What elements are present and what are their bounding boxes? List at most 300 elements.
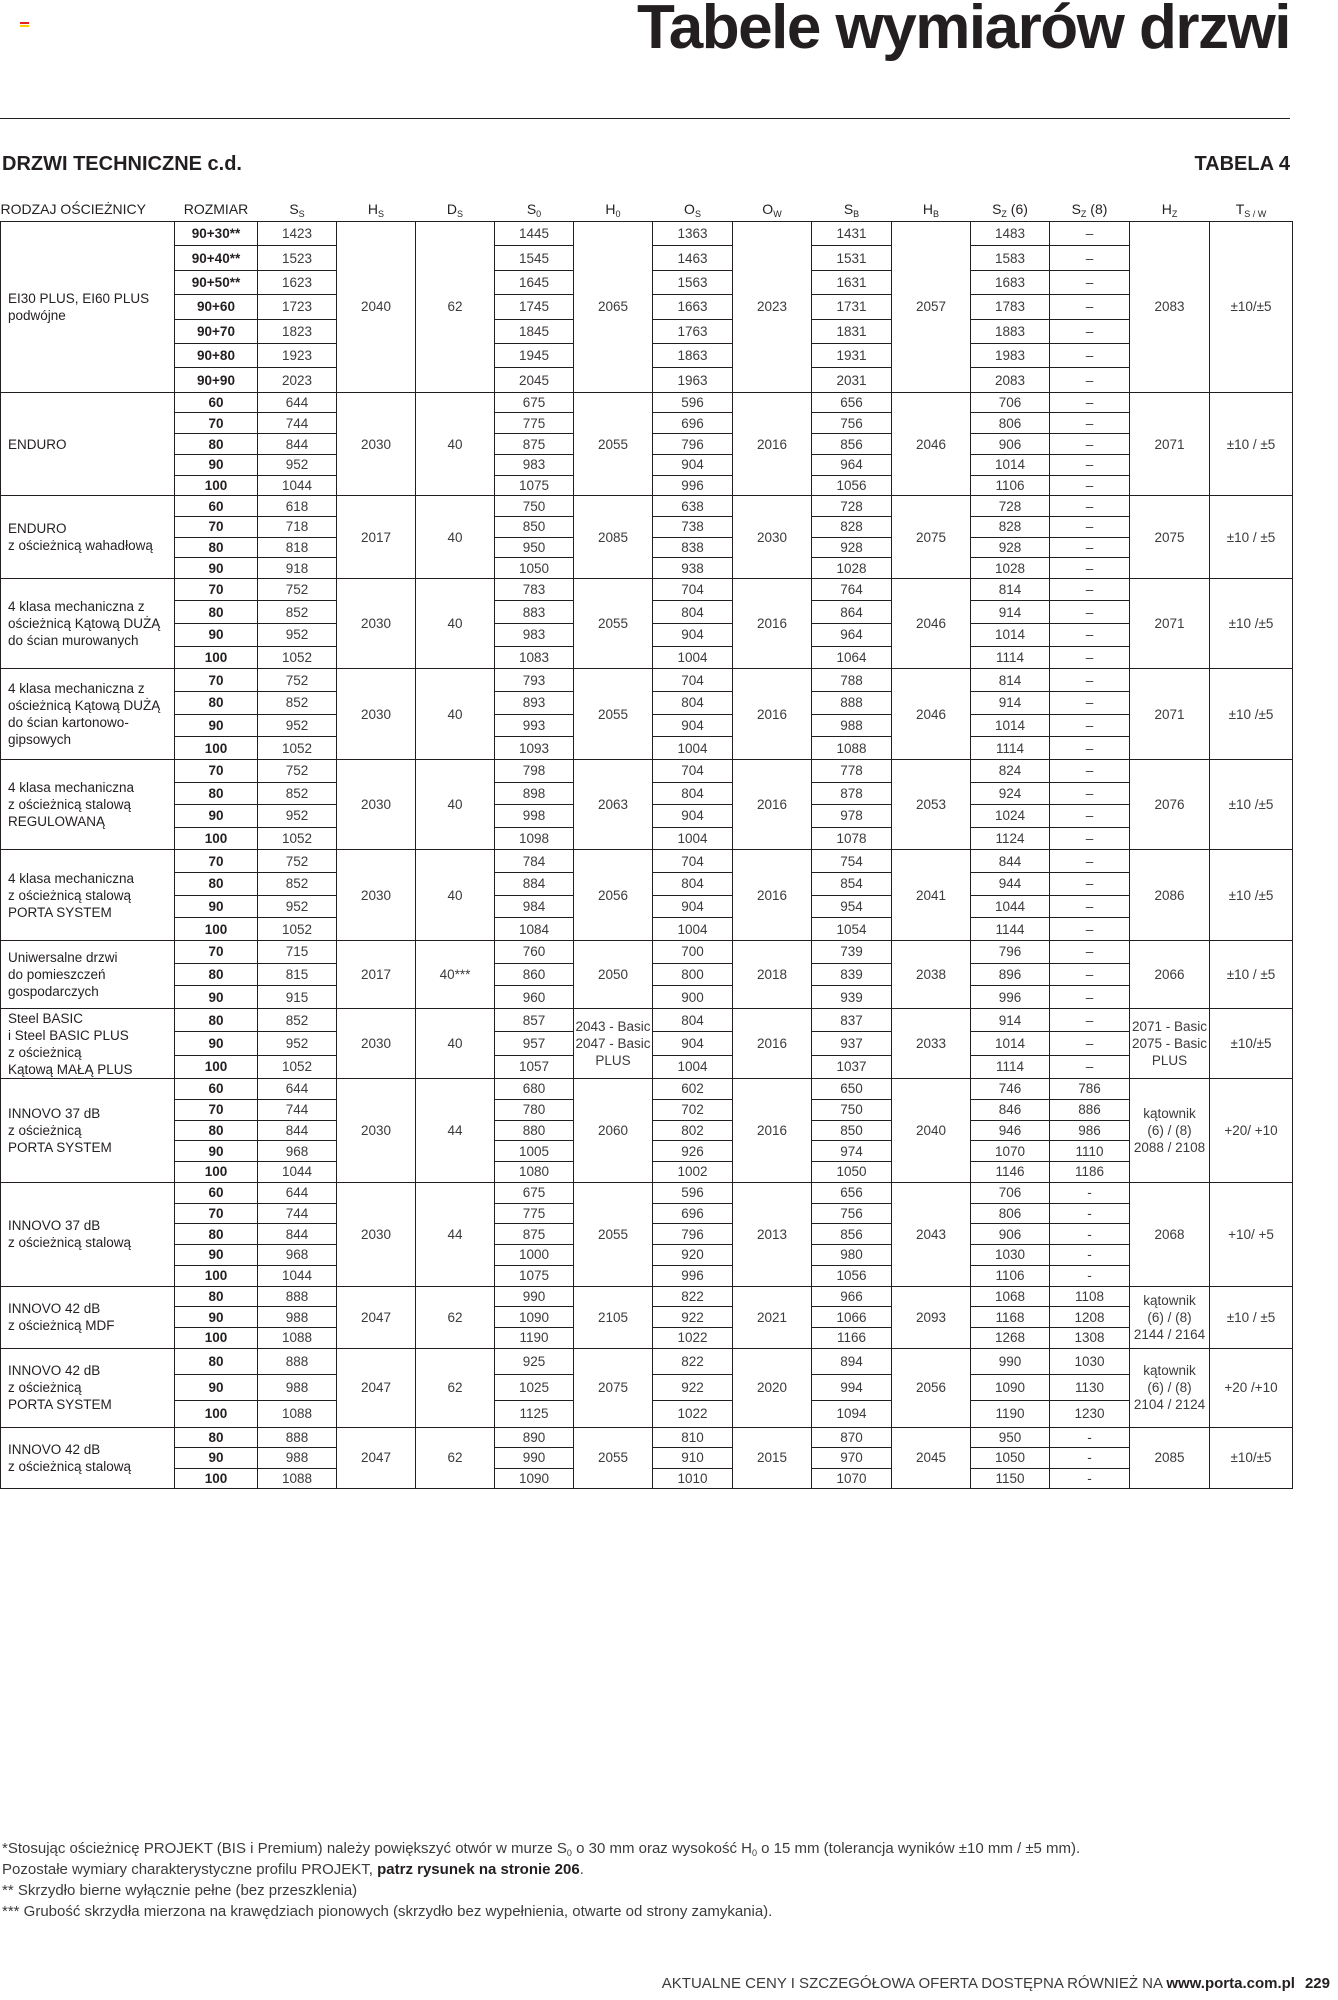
value-cell: 744	[258, 1203, 337, 1224]
merged-value-cell: kątownik (6) / (8) 2104 / 2124	[1130, 1348, 1210, 1427]
frame-type-cell: 4 klasa mechaniczna z ościeżnicą stalową PORTA SYSTEM	[1, 850, 175, 941]
footnotes	[2, 1838, 1080, 1922]
value-cell: 638	[653, 496, 733, 517]
value-cell: –	[1050, 368, 1130, 392]
value-cell: 2045	[495, 368, 574, 392]
section-title: DRZWI TECHNICZNE c.d.	[2, 153, 242, 175]
merged-value-cell: ±10 /±5	[1210, 850, 1293, 941]
value-cell: 644	[258, 1182, 337, 1203]
merged-value-cell: 2063	[574, 759, 653, 849]
merged-value-cell: 2066	[1130, 941, 1210, 1009]
value-cell: 1445	[495, 222, 574, 246]
merged-value-cell: 2013	[733, 1182, 812, 1286]
value-cell: 796	[653, 434, 733, 455]
value-cell: 1931	[812, 343, 892, 367]
value-cell: 852	[258, 782, 337, 805]
value-cell: 900	[653, 986, 733, 1009]
value-cell: 804	[653, 691, 733, 714]
merged-value-cell: 2085	[574, 496, 653, 578]
size-cell: 90+30**	[175, 222, 258, 246]
merged-value-cell: 2045	[892, 1427, 971, 1489]
size-cell: 100	[175, 1328, 258, 1349]
merged-value-cell: 2021	[733, 1286, 812, 1348]
value-cell: 937	[812, 1032, 892, 1055]
value-cell: 960	[495, 986, 574, 1009]
merged-value-cell: 2047	[337, 1348, 416, 1427]
value-cell: 1166	[812, 1328, 892, 1349]
value-cell: –	[1050, 517, 1130, 538]
value-cell: 890	[495, 1427, 574, 1448]
size-cell: 90	[175, 454, 258, 475]
merged-value-cell: 2055	[574, 392, 653, 496]
value-cell: 837	[812, 1009, 892, 1032]
value-cell: 1745	[495, 295, 574, 319]
value-cell: 796	[971, 941, 1050, 964]
value-cell: 1106	[971, 1265, 1050, 1286]
value-cell: 914	[971, 691, 1050, 714]
merged-value-cell: 2047	[337, 1286, 416, 1348]
footnote-profile: Pozostałe wymiary charakterystyczne profilu PROJEKT, patrz rysunek na stronie 206.	[2, 1861, 584, 1878]
value-cell: 1004	[653, 737, 733, 760]
value-cell: 1004	[653, 918, 733, 941]
value-cell: 752	[258, 850, 337, 873]
frame-type-cell: INNOVO 42 dB z ościeżnicą PORTA SYSTEM	[1, 1348, 175, 1427]
frame-type-cell: INNOVO 42 dB z ościeżnicą stalową	[1, 1427, 175, 1489]
merged-value-cell: 2040	[337, 222, 416, 393]
value-cell: 1028	[812, 558, 892, 579]
size-cell: 100	[175, 1265, 258, 1286]
value-cell: 904	[653, 805, 733, 828]
table-row	[1, 1079, 1293, 1100]
value-cell: 1088	[812, 737, 892, 760]
value-cell: 752	[258, 669, 337, 692]
size-cell: 90	[175, 805, 258, 828]
value-cell: –	[1050, 646, 1130, 669]
value-cell: 996	[971, 986, 1050, 1009]
table-label: TABELA 4	[1194, 153, 1290, 175]
value-cell: 706	[971, 392, 1050, 413]
size-cell: 90	[175, 1032, 258, 1055]
value-cell: 1000	[495, 1245, 574, 1266]
value-cell: –	[1050, 737, 1130, 760]
value-cell: 704	[653, 759, 733, 782]
merged-value-cell: ±10 / ±5	[1210, 941, 1293, 1009]
value-cell: 1963	[653, 368, 733, 392]
value-cell: 1731	[812, 295, 892, 319]
size-cell: 80	[175, 782, 258, 805]
value-cell: –	[1050, 1032, 1130, 1055]
value-cell: 983	[495, 454, 574, 475]
value-cell: 996	[653, 475, 733, 496]
value-cell: 1090	[971, 1375, 1050, 1401]
value-cell: 914	[971, 1009, 1050, 1032]
column-header: $S_Z$ (8)	[1071, 201, 1108, 219]
merged-value-cell: 2083	[1130, 222, 1210, 393]
value-cell: 1014	[971, 714, 1050, 737]
value-cell: 784	[495, 850, 574, 873]
value-cell: 1084	[495, 918, 574, 941]
value-cell: 1030	[1050, 1348, 1130, 1374]
value-cell: 888	[258, 1286, 337, 1307]
value-cell: 814	[971, 578, 1050, 601]
table-row	[1, 1009, 1293, 1032]
merged-value-cell: 2071	[1130, 578, 1210, 668]
value-cell: 922	[653, 1375, 733, 1401]
value-cell: 706	[971, 1182, 1050, 1203]
merged-value-cell: 2016	[733, 578, 812, 668]
value-cell: 968	[258, 1245, 337, 1266]
value-cell: 750	[812, 1099, 892, 1120]
merged-value-cell: 2018	[733, 941, 812, 1009]
column-header: $S_0$	[526, 201, 542, 219]
value-cell: 888	[258, 1427, 337, 1448]
value-cell: 950	[971, 1427, 1050, 1448]
value-cell: 746	[971, 1079, 1050, 1100]
merged-value-cell: 2075	[892, 496, 971, 578]
value-cell: 822	[653, 1286, 733, 1307]
value-cell: 738	[653, 517, 733, 538]
value-cell: 780	[495, 1099, 574, 1120]
merged-value-cell: 2056	[892, 1348, 971, 1427]
merged-value-cell: 2071	[1130, 392, 1210, 496]
value-cell: 1631	[812, 270, 892, 294]
size-cell: 100	[175, 827, 258, 850]
value-cell: 922	[653, 1307, 733, 1328]
value-cell: 644	[258, 1079, 337, 1100]
column-header: $S_S$	[289, 201, 305, 219]
merged-value-cell: 2047	[337, 1427, 416, 1489]
value-cell: 1024	[971, 805, 1050, 828]
value-cell: 939	[812, 986, 892, 1009]
value-cell: 793	[495, 669, 574, 692]
footnote-leaf-thickness: *** Grubość skrzydła mierzona na krawędziach pionowych (skrzydło bez wypełnienia, otwarte od strony zamykania).	[2, 1903, 773, 1920]
value-cell: 938	[653, 558, 733, 579]
value-cell: –	[1050, 963, 1130, 986]
merged-value-cell: ±10/±5	[1210, 222, 1293, 393]
value-cell: 852	[258, 601, 337, 624]
merged-value-cell: 2016	[733, 669, 812, 760]
value-cell: 839	[812, 963, 892, 986]
size-cell: 90	[175, 1245, 258, 1266]
value-cell: –	[1050, 319, 1130, 343]
merged-value-cell: 2071 - Basic 2075 - Basic PLUS	[1130, 1009, 1210, 1079]
value-cell: –	[1050, 392, 1130, 413]
size-cell: 80	[175, 1009, 258, 1032]
value-cell: –	[1050, 624, 1130, 647]
value-cell: 752	[258, 759, 337, 782]
size-cell: 80	[175, 1120, 258, 1141]
value-cell: 1146	[971, 1162, 1050, 1183]
merged-value-cell: 2105	[574, 1286, 653, 1348]
value-cell: 804	[653, 1009, 733, 1032]
size-cell: 100	[175, 1162, 258, 1183]
value-cell: 804	[653, 601, 733, 624]
value-cell: 618	[258, 496, 337, 517]
column-header: $T_{S / W}$	[1235, 201, 1267, 219]
value-cell: –	[1050, 270, 1130, 294]
value-cell: 1078	[812, 827, 892, 850]
merged-value-cell: +10/ +5	[1210, 1182, 1293, 1286]
merged-value-cell: 2065	[574, 222, 653, 393]
size-cell: 100	[175, 475, 258, 496]
merged-value-cell: 2030	[733, 496, 812, 578]
value-cell: 1068	[971, 1286, 1050, 1307]
value-cell: 952	[258, 895, 337, 918]
merged-value-cell: 2093	[892, 1286, 971, 1348]
column-header: $O_W$	[762, 201, 782, 219]
value-cell: –	[1050, 1009, 1130, 1032]
value-cell: 870	[812, 1427, 892, 1448]
size-cell: 80	[175, 691, 258, 714]
frame-type-cell: ENDURO	[1, 392, 175, 496]
size-cell: 90+40**	[175, 246, 258, 270]
size-cell: 90	[175, 624, 258, 647]
value-cell: -	[1050, 1245, 1130, 1266]
value-cell: 796	[653, 1224, 733, 1245]
value-cell: 704	[653, 669, 733, 692]
value-cell: –	[1050, 918, 1130, 941]
merged-value-cell: 44	[416, 1182, 495, 1286]
value-cell: 1363	[653, 222, 733, 246]
size-cell: 70	[175, 759, 258, 782]
value-cell: 704	[653, 578, 733, 601]
size-cell: 100	[175, 1055, 258, 1078]
size-cell: 70	[175, 850, 258, 873]
value-cell: 596	[653, 392, 733, 413]
table-row	[1, 759, 1293, 782]
column-header: $O_S$	[684, 201, 701, 219]
value-cell: 952	[258, 805, 337, 828]
value-cell: 1114	[971, 646, 1050, 669]
value-cell: 704	[653, 850, 733, 873]
merged-value-cell: 62	[416, 1286, 495, 1348]
value-cell: 952	[258, 624, 337, 647]
column-header: $S_B$	[843, 201, 860, 219]
value-cell: –	[1050, 941, 1130, 964]
column-header: $H_Z$	[1161, 201, 1178, 219]
value-cell: -	[1050, 1182, 1130, 1203]
merged-value-cell: 2041	[892, 850, 971, 941]
value-cell: 880	[495, 1120, 574, 1141]
value-cell: 974	[812, 1141, 892, 1162]
value-cell: 1883	[971, 319, 1050, 343]
value-cell: 1005	[495, 1141, 574, 1162]
value-cell: 696	[653, 1203, 733, 1224]
size-cell: 100	[175, 918, 258, 941]
table-row	[1, 496, 1293, 517]
value-cell: –	[1050, 691, 1130, 714]
value-cell: 778	[812, 759, 892, 782]
value-cell: 804	[653, 873, 733, 896]
value-cell: –	[1050, 827, 1130, 850]
value-cell: 1144	[971, 918, 1050, 941]
value-cell: 1052	[258, 737, 337, 760]
column-header: RODZAJ OŚCIEŻNICY	[0, 201, 146, 217]
value-cell: 1098	[495, 827, 574, 850]
merged-value-cell: 2075	[1130, 496, 1210, 578]
value-cell: 964	[812, 624, 892, 647]
value-cell: 1014	[971, 624, 1050, 647]
value-cell: 915	[258, 986, 337, 1009]
value-cell: 1066	[812, 1307, 892, 1328]
value-cell: 906	[971, 1224, 1050, 1245]
size-cell: 90+70	[175, 319, 258, 343]
value-cell: 718	[258, 517, 337, 538]
value-cell: 850	[812, 1120, 892, 1141]
value-cell: 760	[495, 941, 574, 964]
value-cell: 715	[258, 941, 337, 964]
column-header: ROZMIAR	[183, 201, 249, 217]
size-cell: 80	[175, 873, 258, 896]
value-cell: –	[1050, 537, 1130, 558]
value-cell: 878	[812, 782, 892, 805]
value-cell: 1208	[1050, 1307, 1130, 1328]
value-cell: 656	[812, 1182, 892, 1203]
value-cell: 1110	[1050, 1141, 1130, 1162]
value-cell: 996	[653, 1265, 733, 1286]
size-cell: 100	[175, 646, 258, 669]
size-cell: 60	[175, 496, 258, 517]
merged-value-cell: 2053	[892, 759, 971, 849]
value-cell: 904	[653, 1032, 733, 1055]
value-cell: –	[1050, 759, 1130, 782]
frame-type-cell: ENDURO z ościeżnicą wahadłową	[1, 496, 175, 578]
value-cell: 1190	[495, 1328, 574, 1349]
value-cell: –	[1050, 454, 1130, 475]
size-cell: 60	[175, 392, 258, 413]
value-cell: 1052	[258, 1055, 337, 1078]
value-cell: 1763	[653, 319, 733, 343]
value-cell: 1004	[653, 646, 733, 669]
table-row	[1, 392, 1293, 413]
value-cell: 983	[495, 624, 574, 647]
merged-value-cell: ±10 /±5	[1210, 669, 1293, 760]
value-cell: 1230	[1050, 1401, 1130, 1427]
value-cell: 968	[258, 1141, 337, 1162]
merged-value-cell: 2055	[574, 669, 653, 760]
value-cell: 1044	[258, 475, 337, 496]
size-cell: 70	[175, 413, 258, 434]
value-cell: 952	[258, 454, 337, 475]
value-cell: 1563	[653, 270, 733, 294]
value-cell: 852	[258, 873, 337, 896]
value-cell: 1114	[971, 1055, 1050, 1078]
merged-value-cell: 62	[416, 1427, 495, 1489]
merged-value-cell: 2030	[337, 1079, 416, 1183]
value-cell: 1057	[495, 1055, 574, 1078]
value-cell: 954	[812, 895, 892, 918]
value-cell: 914	[971, 601, 1050, 624]
value-cell: 926	[653, 1141, 733, 1162]
value-cell: –	[1050, 714, 1130, 737]
value-cell: 894	[812, 1348, 892, 1374]
merged-value-cell: 2050	[574, 941, 653, 1009]
value-cell: 739	[812, 941, 892, 964]
table-row	[1, 941, 1293, 964]
value-cell: 986	[1050, 1120, 1130, 1141]
merged-value-cell: 62	[416, 222, 495, 393]
size-cell: 90+50**	[175, 270, 258, 294]
merged-value-cell: 2030	[337, 392, 416, 496]
size-cell: 80	[175, 1348, 258, 1374]
value-cell: 1050	[812, 1162, 892, 1183]
size-cell: 70	[175, 1099, 258, 1120]
size-cell: 90	[175, 1307, 258, 1328]
column-header: $S_Z$ (6)	[992, 201, 1028, 219]
value-cell: 1168	[971, 1307, 1050, 1328]
page-number: 229	[1304, 1975, 1330, 1992]
value-cell: 702	[653, 1099, 733, 1120]
value-cell: 728	[971, 496, 1050, 517]
merged-value-cell: 2016	[733, 1079, 812, 1183]
value-cell: 920	[653, 1245, 733, 1266]
merged-value-cell: kątownik (6) / (8) 2144 / 2164	[1130, 1286, 1210, 1348]
value-cell: 1483	[971, 222, 1050, 246]
value-cell: 824	[971, 759, 1050, 782]
value-cell: 1150	[971, 1468, 1050, 1489]
value-cell: 1423	[258, 222, 337, 246]
table-header-row	[1, 197, 1293, 222]
value-cell: 1056	[812, 1265, 892, 1286]
size-cell: 90+60	[175, 295, 258, 319]
table-row	[1, 578, 1293, 601]
value-cell: 990	[495, 1286, 574, 1307]
merged-value-cell: 40	[416, 669, 495, 760]
value-cell: 1523	[258, 246, 337, 270]
value-cell: 828	[812, 517, 892, 538]
value-cell: –	[1050, 475, 1130, 496]
value-cell: 602	[653, 1079, 733, 1100]
website-link[interactable]: www.porta.com.pl	[1166, 1975, 1295, 1992]
value-cell: –	[1050, 246, 1130, 270]
value-cell: 656	[812, 392, 892, 413]
merged-value-cell: ±10 /±5	[1210, 578, 1293, 668]
value-cell: 1863	[653, 343, 733, 367]
value-cell: 1080	[495, 1162, 574, 1183]
value-cell: 1054	[812, 918, 892, 941]
frame-type-cell: EI30 PLUS, EI60 PLUS podwójne	[1, 222, 175, 393]
value-cell: –	[1050, 496, 1130, 517]
size-cell: 70	[175, 941, 258, 964]
value-cell: 984	[495, 895, 574, 918]
value-cell: 754	[812, 850, 892, 873]
value-cell: 1028	[971, 558, 1050, 579]
merged-value-cell: 2075	[574, 1348, 653, 1427]
value-cell: 910	[653, 1448, 733, 1469]
dimensions-table	[0, 197, 1293, 1489]
value-cell: 804	[653, 782, 733, 805]
size-cell: 90	[175, 1448, 258, 1469]
value-cell: 1090	[495, 1468, 574, 1489]
table-row	[1, 1182, 1293, 1203]
column-header: $H_S$	[367, 201, 385, 219]
page-title: Tabele wymiarów drzwi	[637, 0, 1290, 62]
value-cell: 1004	[653, 1055, 733, 1078]
value-cell: 1583	[971, 246, 1050, 270]
value-cell: 1030	[971, 1245, 1050, 1266]
merged-value-cell: 2043 - Basic 2047 - Basic PLUS	[574, 1009, 653, 1079]
value-cell: 775	[495, 1203, 574, 1224]
merged-value-cell: 2060	[574, 1079, 653, 1183]
merged-value-cell: 40	[416, 759, 495, 849]
value-cell: -	[1050, 1265, 1130, 1286]
value-cell: 1923	[258, 343, 337, 367]
value-cell: 1545	[495, 246, 574, 270]
value-cell: 1070	[812, 1468, 892, 1489]
value-cell: 810	[653, 1427, 733, 1448]
merged-value-cell: ±10/±5	[1210, 1427, 1293, 1489]
size-cell: 80	[175, 434, 258, 455]
